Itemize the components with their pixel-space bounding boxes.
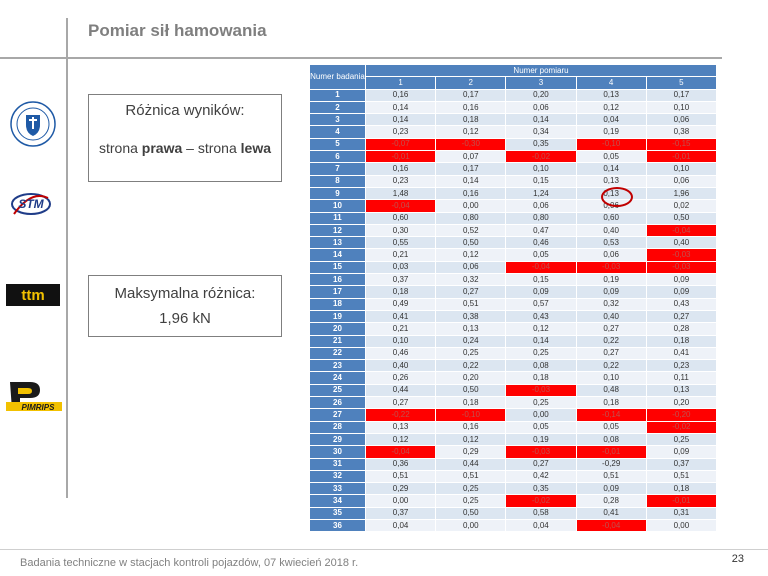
difference-formula: strona prawa – strona lewa — [98, 140, 271, 156]
value-cell: 0,06 — [646, 175, 716, 187]
table-row — [310, 298, 717, 310]
value-cell: -0,03 — [646, 261, 716, 273]
table-row — [310, 114, 717, 126]
value-cell: 0,34 — [506, 126, 576, 138]
value-cell: 0,58 — [506, 507, 576, 519]
value-cell: 0,37 — [366, 274, 436, 286]
table-row — [310, 384, 717, 396]
value-cell: 0,37 — [366, 507, 436, 519]
value-cell: 0,13 — [576, 175, 646, 187]
value-cell: 0,37 — [646, 458, 716, 470]
table-row — [310, 237, 717, 249]
test-number-cell: 5 — [310, 138, 366, 150]
value-cell: 0,40 — [646, 237, 716, 249]
value-cell: 0,20 — [646, 397, 716, 409]
test-number-cell: 28 — [310, 421, 366, 433]
test-number-cell: 19 — [310, 310, 366, 322]
test-number-cell: 9 — [310, 187, 366, 199]
value-cell: 0,51 — [436, 298, 506, 310]
table-row — [310, 470, 717, 482]
table-row — [310, 409, 717, 421]
table-row — [310, 433, 717, 445]
header-measurement-col: 3 — [506, 77, 576, 89]
table-row — [310, 372, 717, 384]
pimrips-logo — [4, 378, 64, 414]
table-row — [310, 151, 717, 163]
table-row — [310, 446, 717, 458]
value-cell: 0,31 — [646, 507, 716, 519]
value-cell: -0,03 — [506, 384, 576, 396]
value-cell: 0,13 — [576, 187, 646, 199]
value-cell: 0,14 — [506, 335, 576, 347]
value-cell: 0,40 — [366, 360, 436, 372]
footer-text: Badania techniczne w stacjach kontroli pojazdów, 07 kwiecień 2018 r. — [20, 557, 359, 569]
value-cell: 0,08 — [576, 433, 646, 445]
test-number-cell: 27 — [310, 409, 366, 421]
table-row — [310, 224, 717, 236]
table-row — [310, 507, 717, 519]
value-cell: 0,09 — [576, 483, 646, 495]
value-cell: 0,12 — [436, 126, 506, 138]
value-cell: 0,02 — [646, 200, 716, 212]
value-cell: 0,10 — [366, 335, 436, 347]
value-cell: -0,02 — [506, 495, 576, 507]
ttm-logo — [6, 284, 60, 306]
value-cell: -0,22 — [366, 409, 436, 421]
value-cell: 0,08 — [506, 360, 576, 372]
test-number-cell: 17 — [310, 286, 366, 298]
value-cell: 0,13 — [576, 89, 646, 101]
value-cell: 0,22 — [576, 335, 646, 347]
value-cell: 0,17 — [436, 163, 506, 175]
results-table — [309, 64, 717, 532]
value-cell: 0,09 — [646, 446, 716, 458]
value-cell: 0,49 — [366, 298, 436, 310]
table-row — [310, 323, 717, 335]
value-cell: 0,51 — [366, 470, 436, 482]
test-number-cell: 32 — [310, 470, 366, 482]
table-row — [310, 175, 717, 187]
test-number-cell: 33 — [310, 483, 366, 495]
value-cell: 0,16 — [436, 187, 506, 199]
test-number-cell: 21 — [310, 335, 366, 347]
value-cell: 0,50 — [436, 507, 506, 519]
value-cell: 0,14 — [436, 175, 506, 187]
svg-text:ttm: ttm — [21, 287, 45, 304]
value-cell: 0,03 — [366, 261, 436, 273]
test-number-cell: 13 — [310, 237, 366, 249]
test-number-cell: 10 — [310, 200, 366, 212]
value-cell: 0,18 — [646, 483, 716, 495]
test-number-cell: 24 — [310, 372, 366, 384]
value-cell: 0,05 — [506, 249, 576, 261]
value-cell: 0,13 — [436, 323, 506, 335]
value-cell: -0,01 — [366, 151, 436, 163]
value-cell: 0,18 — [436, 397, 506, 409]
value-cell: 0,05 — [576, 151, 646, 163]
test-number-cell: 20 — [310, 323, 366, 335]
value-cell: -0,15 — [646, 138, 716, 150]
value-cell: 0,15 — [506, 175, 576, 187]
value-cell: 0,12 — [506, 323, 576, 335]
value-cell: 0,10 — [506, 163, 576, 175]
max-difference-value: 1,96 kN — [159, 310, 211, 327]
table-row — [310, 261, 717, 273]
test-number-cell: 3 — [310, 114, 366, 126]
value-cell: 0,19 — [576, 126, 646, 138]
value-cell: 0,13 — [646, 384, 716, 396]
value-cell: 0,25 — [436, 483, 506, 495]
value-cell: 0,50 — [646, 212, 716, 224]
value-cell: 0,16 — [366, 163, 436, 175]
test-number-cell: 31 — [310, 458, 366, 470]
header-measurement-col: 1 — [366, 77, 436, 89]
value-cell: -0,04 — [506, 261, 576, 273]
header-test-number: Numer badania — [310, 65, 366, 90]
value-cell: -0,29 — [576, 458, 646, 470]
difference-info-box — [88, 94, 282, 182]
value-cell: -0,04 — [366, 200, 436, 212]
value-cell: 0,09 — [646, 286, 716, 298]
value-cell: 0,14 — [366, 101, 436, 113]
value-cell: 0,09 — [576, 286, 646, 298]
value-cell: 0,29 — [436, 446, 506, 458]
value-cell: 0,41 — [576, 507, 646, 519]
value-cell: 0,12 — [576, 101, 646, 113]
table-row — [310, 101, 717, 113]
svg-text:PIMRIPS: PIMRIPS — [21, 403, 55, 412]
value-cell: 0,06 — [436, 261, 506, 273]
test-number-cell: 29 — [310, 433, 366, 445]
table-row — [310, 421, 717, 433]
table-row — [310, 249, 717, 261]
table-row — [310, 200, 717, 212]
test-number-cell: 22 — [310, 347, 366, 359]
value-cell: 0,19 — [506, 433, 576, 445]
test-number-cell: 7 — [310, 163, 366, 175]
test-number-cell: 12 — [310, 224, 366, 236]
left-side-label: lewa — [240, 140, 271, 156]
value-cell: -0,04 — [366, 446, 436, 458]
value-cell: 0,51 — [646, 470, 716, 482]
table-row — [310, 126, 717, 138]
max-difference-label: Maksymalna różnica: — [114, 285, 256, 302]
value-cell: 0,52 — [436, 224, 506, 236]
table-row — [310, 347, 717, 359]
value-cell: 0,06 — [646, 114, 716, 126]
value-cell: 0,27 — [576, 323, 646, 335]
table-row — [310, 397, 717, 409]
value-cell: 0,51 — [576, 470, 646, 482]
table-row — [310, 274, 717, 286]
value-cell: 0,32 — [436, 274, 506, 286]
value-cell: 0,22 — [576, 360, 646, 372]
value-cell: 0,80 — [506, 212, 576, 224]
value-cell: 0,24 — [436, 335, 506, 347]
value-cell: 0,06 — [506, 101, 576, 113]
test-number-cell: 36 — [310, 519, 366, 531]
value-cell: 0,30 — [366, 224, 436, 236]
value-cell: 0,09 — [646, 274, 716, 286]
value-cell: 0,25 — [436, 495, 506, 507]
value-cell: 0,50 — [436, 384, 506, 396]
table-row — [310, 89, 717, 101]
value-cell: 0,43 — [506, 310, 576, 322]
value-cell: 0,13 — [366, 421, 436, 433]
test-number-cell: 34 — [310, 495, 366, 507]
divider-horizontal — [0, 57, 722, 59]
value-cell: 0,44 — [436, 458, 506, 470]
value-cell: 0,60 — [366, 212, 436, 224]
value-cell: -0,04 — [576, 519, 646, 531]
value-cell: 0,18 — [366, 286, 436, 298]
value-cell: 0,18 — [436, 114, 506, 126]
value-cell: 0,06 — [576, 249, 646, 261]
value-cell: 0,80 — [436, 212, 506, 224]
value-cell: 0,17 — [646, 89, 716, 101]
value-cell: 0,09 — [506, 286, 576, 298]
value-cell: 1,48 — [366, 187, 436, 199]
test-number-cell: 23 — [310, 360, 366, 372]
value-cell: 0,35 — [506, 138, 576, 150]
value-cell: 0,10 — [576, 372, 646, 384]
value-cell: 0,07 — [436, 151, 506, 163]
value-cell: 0,28 — [576, 495, 646, 507]
svg-text:STM: STM — [18, 197, 44, 211]
value-cell: 0,25 — [506, 397, 576, 409]
value-cell: 0,26 — [366, 372, 436, 384]
test-number-cell: 26 — [310, 397, 366, 409]
header-measurement-col: 5 — [646, 77, 716, 89]
test-number-cell: 16 — [310, 274, 366, 286]
value-cell: 0,57 — [506, 298, 576, 310]
value-cell: 0,44 — [366, 384, 436, 396]
value-cell: 0,04 — [576, 114, 646, 126]
value-cell: 0,11 — [646, 372, 716, 384]
value-cell: 0,10 — [646, 163, 716, 175]
value-cell: -0,03 — [646, 249, 716, 261]
test-number-cell: 25 — [310, 384, 366, 396]
value-cell: 0,55 — [366, 237, 436, 249]
value-cell: 0,22 — [436, 360, 506, 372]
value-cell: -0,07 — [366, 138, 436, 150]
value-cell: -0,02 — [506, 151, 576, 163]
value-cell: 0,16 — [436, 421, 506, 433]
value-cell: 0,46 — [366, 347, 436, 359]
value-cell: -0,01 — [646, 151, 716, 163]
value-cell: 0,05 — [506, 421, 576, 433]
table-row — [310, 483, 717, 495]
value-cell: 0,23 — [646, 360, 716, 372]
value-cell: 0,23 — [366, 175, 436, 187]
value-cell: 0,41 — [366, 310, 436, 322]
divider-vertical — [66, 18, 68, 498]
table-row — [310, 519, 717, 531]
value-cell: 0,50 — [436, 237, 506, 249]
value-cell: 0,00 — [366, 495, 436, 507]
value-cell: 0,00 — [506, 409, 576, 421]
value-cell: 0,46 — [506, 237, 576, 249]
value-cell: 0,10 — [646, 101, 716, 113]
value-cell: 0,25 — [436, 347, 506, 359]
table-row — [310, 163, 717, 175]
value-cell: 0,15 — [506, 274, 576, 286]
right-side-label: prawa — [141, 140, 183, 156]
value-cell: 0,12 — [436, 433, 506, 445]
value-cell: 0,41 — [646, 347, 716, 359]
value-cell: 0,00 — [436, 519, 506, 531]
value-cell: -0,20 — [646, 409, 716, 421]
value-cell: -0,10 — [436, 409, 506, 421]
table-row — [310, 458, 717, 470]
value-cell: 0,16 — [366, 89, 436, 101]
value-cell: 0,47 — [506, 224, 576, 236]
value-cell: 0,35 — [506, 483, 576, 495]
page-number: 23 — [731, 553, 744, 565]
test-number-cell: 1 — [310, 89, 366, 101]
value-cell: 0,40 — [576, 224, 646, 236]
value-cell: 0,21 — [366, 323, 436, 335]
value-cell: 0,19 — [576, 274, 646, 286]
value-cell: 0,18 — [576, 397, 646, 409]
value-cell: 0,48 — [576, 384, 646, 396]
value-cell: 0,38 — [646, 126, 716, 138]
value-cell: 0,36 — [366, 458, 436, 470]
value-cell: 0,04 — [366, 519, 436, 531]
value-cell: -0,02 — [646, 421, 716, 433]
table-row — [310, 310, 717, 322]
value-cell: -0,10 — [576, 138, 646, 150]
slide-title: Pomiar sił hamowania — [88, 21, 267, 40]
value-cell: 1,96 — [646, 187, 716, 199]
table-row — [310, 187, 717, 199]
value-cell: 0,20 — [506, 89, 576, 101]
value-cell: 0,29 — [366, 483, 436, 495]
difference-label: Różnica wyników: — [125, 102, 245, 119]
value-cell: -0,03 — [506, 446, 576, 458]
value-cell: 0,21 — [366, 249, 436, 261]
value-cell: 0,27 — [506, 458, 576, 470]
value-cell: 0,00 — [646, 519, 716, 531]
table-row — [310, 495, 717, 507]
test-number-cell: 6 — [310, 151, 366, 163]
value-cell: 0,27 — [646, 310, 716, 322]
test-number-cell: 11 — [310, 212, 366, 224]
value-cell: 0,18 — [646, 335, 716, 347]
value-cell: 0,25 — [646, 433, 716, 445]
header-measurement-col: 4 — [576, 77, 646, 89]
table-row — [310, 335, 717, 347]
test-number-cell: 2 — [310, 101, 366, 113]
value-cell: 0,28 — [646, 323, 716, 335]
value-cell: 0,17 — [436, 89, 506, 101]
value-cell: -0,01 — [576, 446, 646, 458]
footer-divider — [0, 549, 768, 550]
value-cell: 1,24 — [506, 187, 576, 199]
value-cell: 0,40 — [576, 310, 646, 322]
value-cell: 0,05 — [576, 421, 646, 433]
value-cell: -0,30 — [436, 138, 506, 150]
value-cell: 0,12 — [366, 433, 436, 445]
value-cell: 0,27 — [576, 347, 646, 359]
value-cell: 0,23 — [366, 126, 436, 138]
max-value-highlight-circle — [601, 187, 633, 207]
test-number-cell: 35 — [310, 507, 366, 519]
test-number-cell: 4 — [310, 126, 366, 138]
value-cell: 0,14 — [576, 163, 646, 175]
value-cell: -0,04 — [646, 224, 716, 236]
test-number-cell: 8 — [310, 175, 366, 187]
value-cell: 0,32 — [576, 298, 646, 310]
value-cell: -0,01 — [646, 495, 716, 507]
table-row — [310, 286, 717, 298]
max-difference-box — [88, 275, 282, 337]
value-cell: -0,03 — [576, 261, 646, 273]
test-number-cell: 30 — [310, 446, 366, 458]
value-cell: 0,43 — [646, 298, 716, 310]
value-cell: 0,00 — [436, 200, 506, 212]
value-cell: -0,14 — [576, 409, 646, 421]
value-cell: 0,42 — [506, 470, 576, 482]
value-cell: 0,14 — [506, 114, 576, 126]
value-cell: 0,16 — [436, 101, 506, 113]
header-measurement-col: 2 — [436, 77, 506, 89]
value-cell: 0,06 — [576, 200, 646, 212]
table-row — [310, 138, 717, 150]
value-cell: 0,18 — [506, 372, 576, 384]
value-cell: 0,04 — [506, 519, 576, 531]
value-cell: 0,27 — [436, 286, 506, 298]
value-cell: 0,51 — [436, 470, 506, 482]
value-cell: 0,27 — [366, 397, 436, 409]
table-row — [310, 360, 717, 372]
value-cell: 0,20 — [436, 372, 506, 384]
value-cell: 0,06 — [506, 200, 576, 212]
test-number-cell: 18 — [310, 298, 366, 310]
header-measurement-number: Numer pomiaru — [366, 65, 717, 77]
test-number-cell: 15 — [310, 261, 366, 273]
stm-logo — [10, 188, 52, 220]
value-cell: 0,25 — [506, 347, 576, 359]
value-cell: 0,38 — [436, 310, 506, 322]
test-number-cell: 14 — [310, 249, 366, 261]
university-seal-logo — [10, 101, 56, 147]
table-row — [310, 212, 717, 224]
value-cell: 0,53 — [576, 237, 646, 249]
value-cell: 0,60 — [576, 212, 646, 224]
value-cell: 0,12 — [436, 249, 506, 261]
value-cell: 0,14 — [366, 114, 436, 126]
